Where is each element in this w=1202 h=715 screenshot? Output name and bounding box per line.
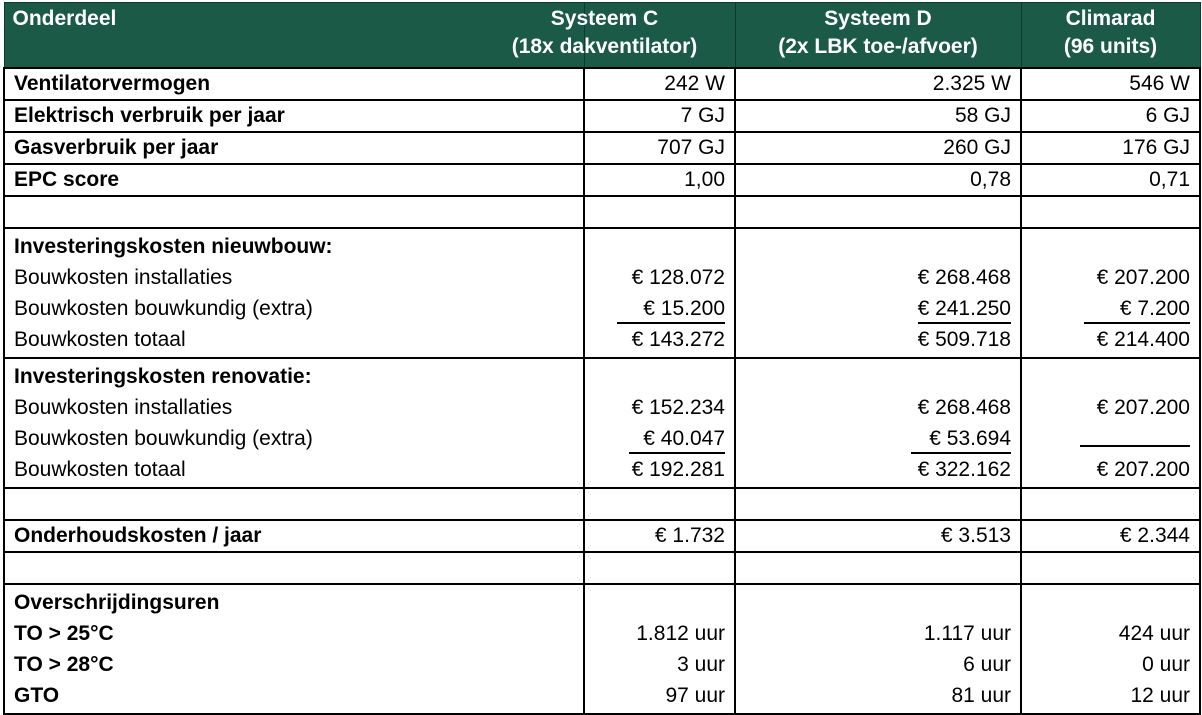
spacer-cell <box>584 552 735 584</box>
row-nieuwbouw <box>4 228 1200 358</box>
nieuwbouw-c <box>584 228 735 358</box>
nieuwbouw-climarad-totaal: € 214.400 <box>1096 328 1190 351</box>
overschrijding-d-to25: 1.117 uur <box>923 622 1011 645</box>
overschrijding-c <box>584 584 735 714</box>
header-onderdeel: Onderdeel <box>4 3 584 69</box>
label-elektrisch: Elektrisch verbruik per jaar <box>4 100 584 132</box>
spacer-cell <box>4 196 584 228</box>
header-systeem-c <box>511 3 735 69</box>
row-overschrijding <box>4 584 1200 714</box>
value-d-ventilator: 2.325 W <box>735 68 1021 100</box>
renovatie-climarad <box>1021 358 1200 488</box>
renovatie-bouwkundig-label: Bouwkosten bouwkundig (extra) <box>14 427 313 450</box>
header-climarad <box>1021 3 1200 69</box>
nieuwbouw-d-install: € 268.468 <box>917 266 1011 289</box>
renovatie-d-bouwkundig: € 53.694 <box>911 426 1011 454</box>
nieuwbouw-d <box>735 228 1021 358</box>
overschrijding-to28-label: TO > 28°C <box>14 653 114 676</box>
label-gas: Gasverbruik per jaar <box>4 132 584 164</box>
value-c-gas: 707 GJ <box>584 132 735 164</box>
value-climarad-elektrisch: 6 GJ <box>1021 100 1200 132</box>
value-climarad-epc: 0,71 <box>1021 164 1200 196</box>
nieuwbouw-bouwkundig-label: Bouwkosten bouwkundig (extra) <box>14 297 313 320</box>
row-ventilatorvermogen <box>4 68 1200 100</box>
value-c-epc: 1,00 <box>584 164 735 196</box>
nieuwbouw-totaal-label: Bouwkosten totaal <box>14 328 186 351</box>
nieuwbouw-d-totaal: € 509.718 <box>917 328 1011 351</box>
spacer-row <box>4 552 1200 584</box>
value-d-onderhoud: € 3.513 <box>735 520 1021 552</box>
row-onderhoud <box>4 520 1200 552</box>
overschrijding-to25-label: TO > 25°C <box>14 622 114 645</box>
header-systeem-d-sub: (2x LBK toe-/afvoer) <box>778 35 978 58</box>
spacer-cell <box>4 488 584 520</box>
value-d-epc: 0,78 <box>735 164 1021 196</box>
renovatie-d-totaal: € 322.162 <box>917 458 1011 481</box>
row-elektrisch <box>4 100 1200 132</box>
renovatie-c-totaal: € 192.281 <box>631 458 725 481</box>
overschrijding-climarad <box>1021 584 1200 714</box>
row-renovatie <box>4 358 1200 488</box>
value-c-onderhoud: € 1.732 <box>584 520 735 552</box>
nieuwbouw-climarad-bouwkundig: € 7.200 <box>1084 296 1190 324</box>
overschrijding-c-to25: 1.812 uur <box>636 622 725 645</box>
spacer-cell <box>735 552 1021 584</box>
spacer-row <box>4 196 1200 228</box>
value-climarad-gas: 176 GJ <box>1021 132 1200 164</box>
renovatie-totaal-label: Bouwkosten totaal <box>14 458 186 481</box>
label-ventilatorvermogen: Ventilatorvermogen <box>4 68 584 100</box>
renovatie-c-bouwkundig: € 40.047 <box>629 426 725 454</box>
overschrijding-d-gto: 81 uur <box>951 684 1011 707</box>
overschrijding-climarad-gto: 12 uur <box>1130 684 1190 707</box>
spacer-cell <box>584 196 735 228</box>
renovatie-c-install: € 152.234 <box>631 396 725 419</box>
renovatie-labels <box>4 358 584 488</box>
value-d-gas: 260 GJ <box>735 132 1021 164</box>
spacer-cell <box>1021 552 1200 584</box>
value-d-elektrisch: 58 GJ <box>735 100 1021 132</box>
header-systeem-c-sub: (18x dakventilator) <box>511 35 698 58</box>
nieuwbouw-climarad <box>1021 228 1200 358</box>
row-epc <box>4 164 1200 196</box>
spacer-cell <box>584 488 735 520</box>
renovatie-d-install: € 268.468 <box>917 396 1011 419</box>
header-systeem-d-title: Systeem D <box>824 7 932 30</box>
comparison-table <box>3 2 1201 715</box>
nieuwbouw-climarad-install: € 207.200 <box>1096 266 1190 289</box>
overschrijding-climarad-to25: 424 uur <box>1118 622 1190 645</box>
row-gas <box>4 132 1200 164</box>
overschrijding-c-to28: 3 uur <box>677 653 725 676</box>
nieuwbouw-title: Investeringskosten nieuwbouw: <box>14 235 333 258</box>
spacer-cell <box>735 488 1021 520</box>
header-climarad-title: Climarad <box>1065 7 1156 30</box>
value-c-ventilator: 242 W <box>584 68 735 100</box>
nieuwbouw-c-totaal: € 143.272 <box>631 328 725 351</box>
overschrijding-gto-label: GTO <box>14 684 60 707</box>
nieuwbouw-labels <box>4 228 584 358</box>
renovatie-d <box>735 358 1021 488</box>
renovatie-c <box>584 358 735 488</box>
spacer-cell <box>4 552 584 584</box>
renovatie-title: Investeringskosten renovatie: <box>14 365 312 388</box>
label-epc: EPC score <box>4 164 584 196</box>
spacer-cell <box>1021 196 1200 228</box>
value-c-elektrisch: 7 GJ <box>584 100 735 132</box>
overschrijding-c-gto: 97 uur <box>665 684 725 707</box>
header-climarad-sub: (96 units) <box>1063 35 1158 58</box>
renovatie-climarad-totaal: € 207.200 <box>1096 458 1190 481</box>
overschrijding-climarad-to28: 0 uur <box>1142 653 1190 676</box>
renovatie-install-label: Bouwkosten installaties <box>14 396 233 419</box>
nieuwbouw-c-install: € 128.072 <box>631 266 725 289</box>
renovatie-climarad-bouwkundig-blank <box>1080 423 1190 447</box>
header-systeem-d <box>735 3 1021 69</box>
spacer-cell <box>735 196 1021 228</box>
nieuwbouw-d-bouwkundig: € 241.250 <box>918 296 1011 324</box>
overschrijding-title: Overschrijdingsuren <box>14 591 220 614</box>
header-systeem-c-title: Systeem C <box>550 7 659 30</box>
overschrijding-d <box>735 584 1021 714</box>
spacer-row <box>4 488 1200 520</box>
value-climarad-onderhoud: € 2.344 <box>1021 520 1200 552</box>
nieuwbouw-install-label: Bouwkosten installaties <box>14 266 233 289</box>
nieuwbouw-c-bouwkundig: € 15.200 <box>617 296 725 324</box>
header-row <box>4 3 1200 69</box>
label-onderhoud: Onderhoudskosten / jaar <box>4 520 584 552</box>
renovatie-climarad-install: € 207.200 <box>1096 396 1190 419</box>
overschrijding-labels <box>4 584 584 714</box>
spacer-cell <box>1021 488 1200 520</box>
overschrijding-d-to28: 6 uur <box>963 653 1011 676</box>
value-climarad-ventilator: 546 W <box>1021 68 1200 100</box>
